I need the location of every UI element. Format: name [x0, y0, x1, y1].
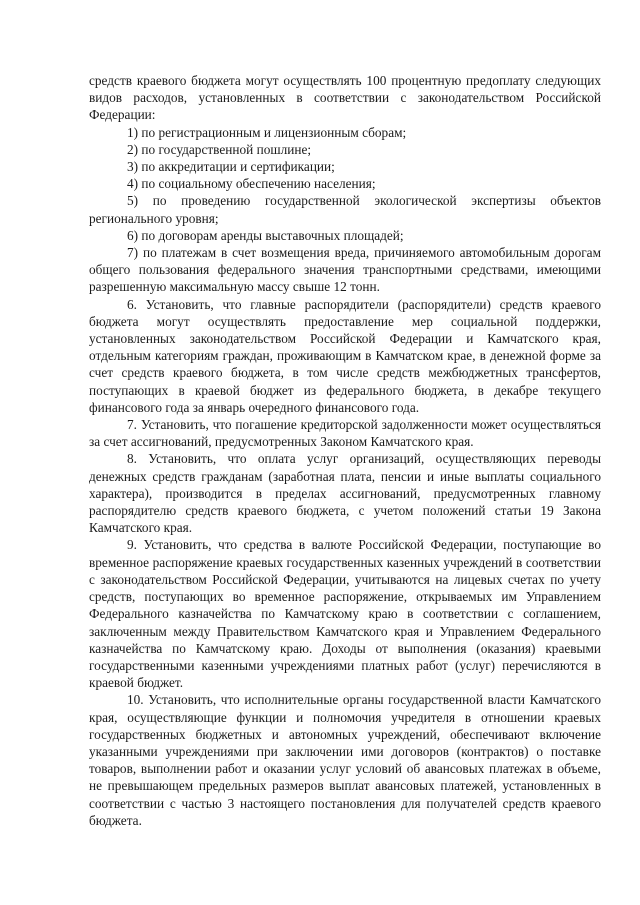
- paragraph-intro: средств краевого бюджета могут осуществлять 100 процентную предоплату следующих видов расходов, установленных в соответствии с законодательством Российской Федерации:: [89, 73, 601, 123]
- list-item-2: 2) по государственной пошлине;: [127, 141, 312, 157]
- paragraph-8: 8. Установить, что оплата услуг организаций, осуществляющих переводы денежных средств гражданам (заработная плата, пенсии и иные выплаты социального характера), производится в пределах ассигнований, предусмотренных главному распорядителю средств краевого бюджета, с учетом положений статьи 19 Закона Камчатского края.: [89, 451, 601, 536]
- document-page: [89, 72, 601, 829]
- list-item-7: 7) по платежам в счет возмещения вреда, причиняемого автомобильным дорогам общего пользования федерального значения транспортными средствами, имеющими разрешенную максимальную массу свыше 12 тонн.: [89, 245, 601, 295]
- paragraph-10: 10. Установить, что исполнительные органы государственной власти Камчатского края, осуществляющие функции и полномочия учредителя в отношении краевых государственных бюджетных и автономных учреждений, обеспечивают включение указанными учреждениями при заключении ими договоров (контрактов) о поставке товаров, выполнении работ и оказании услуг условий об авансовых платежах в объеме, не превышающем предельных размеров выплат авансовых платежей, установленных в соответствии с частью 3 настоящего постановления для получателей средств краевого бюджета.: [89, 692, 601, 828]
- list-item-5: 5) по проведению государственной экологической экспертизы объектов регионального уровня;: [89, 193, 601, 226]
- list-item-6: 6) по договорам аренды выставочных площадей;: [127, 227, 404, 243]
- list-item-3: 3) по аккредитации и сертификации;: [127, 159, 335, 175]
- paragraph-7: 7. Установить, что погашение кредиторской задолженности может осуществляться за счет ассигнований, предусмотренных Законом Камчатского края.: [89, 417, 601, 450]
- paragraph-9: 9. Установить, что средства в валюте Российской Федерации, поступающие во временное распоряжение краевых государственных казенных учреждений в соответствии с законодательством Российской Федерации, учитываются на лицевых счетах по учету средств, поступающих во временное распоряжение, открываемых им Управлением Федерального казначейства по Камчатскому краю в соответствии с соглашением, заключенным между Правительством Камчатского края и Управлением Федерального казначейства по Камчатскому краю. Доходы от выполнения (оказания) краевыми государственными казенными учреждениями платных работ (услуг) перечисляются в краевой бюджет.: [89, 537, 601, 691]
- list-item-4: 4) по социальному обеспечению населения;: [127, 176, 376, 192]
- list-item-1: 1) по регистрационным и лицензионным сборам;: [127, 124, 407, 140]
- paragraph-6: 6. Установить, что главные распорядители (распорядители) средств краевого бюджета могут осуществлять предоставление мер социальной поддержки, установленных законодательством Российской Федерации и Камчатского края, отдельным категориям граждан, проживающим в Камчатском крае, в денежной форме за счет средств краевого бюджета, в том числе средств межбюджетных трансфертов, поступающих в краевой бюджет из федерального бюджета, в декабре текущего финансового года за январь очередного финансового года.: [89, 296, 601, 415]
